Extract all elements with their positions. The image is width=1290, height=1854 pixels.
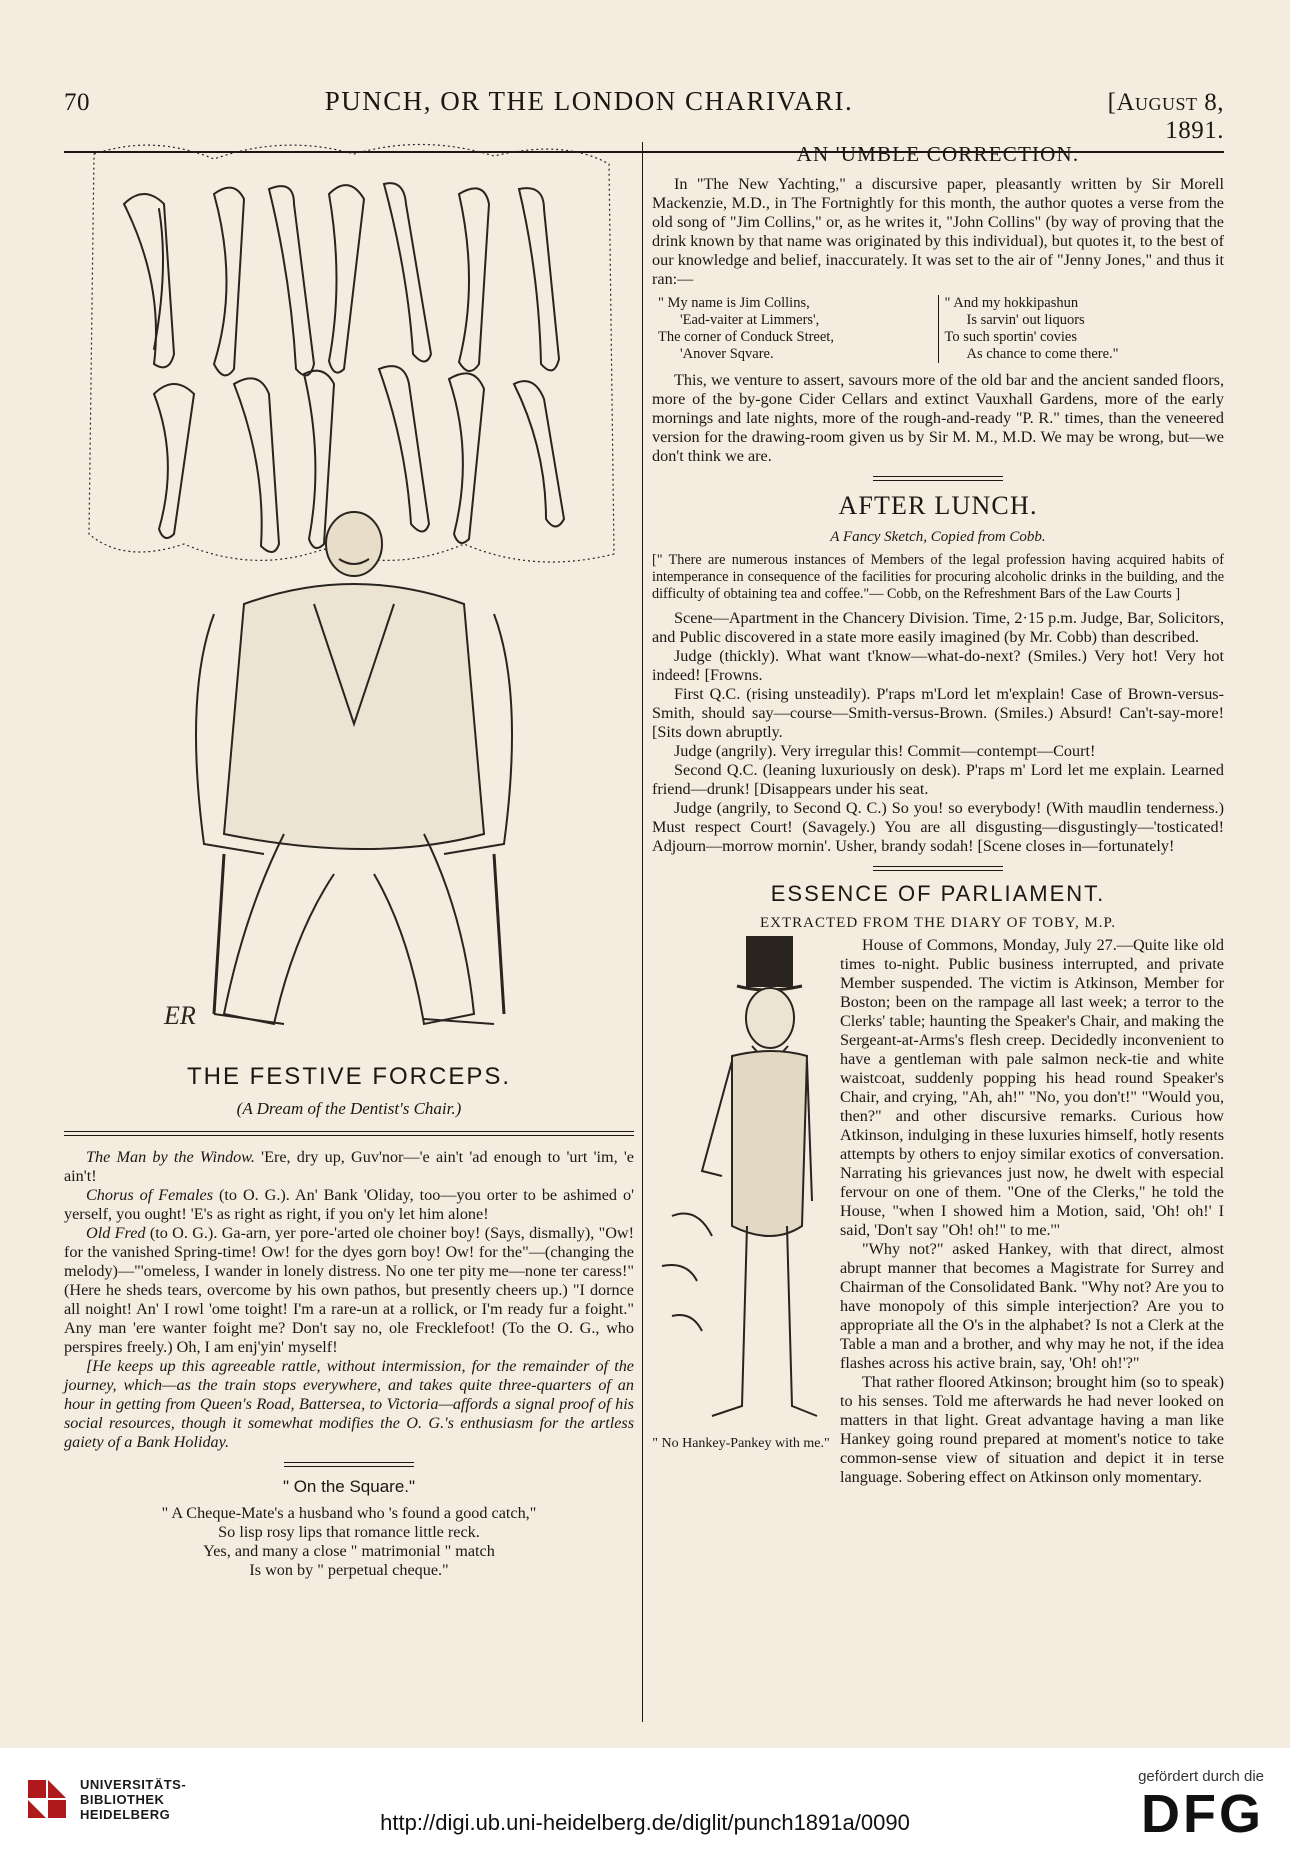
stage-direction: [He keeps up this agreeable rattle, without intermission, for the remainder of the journey, which—as the train stops everywhere, and takes quite three-quarters of an hour in getting from Queen's Road, Battersea, to Victoria—affords a signal proof of his social resources, though it somewhat modifies the O. G.'s enthusiasm for the artless gaiety of a Bank Holiday. [64, 1357, 634, 1451]
page-date: [August 8, 1891. [1107, 89, 1224, 144]
essence-body [652, 936, 1224, 1487]
lunch-line: Judge (angrily, to Second Q. C.) So you! so everybody! (With maudlin tenderness.) Must respect Court! (Savagely.) You are all disgusting—disgustingly—'tosticated! Adjourn—morrow mornin'. Usher, brandy sodah! [Scene closes in—fortunately! [652, 799, 1224, 855]
forceps-dream-drawing [64, 134, 634, 1059]
dialogue-line: Old Fred (to O. G.). Ga-arn, yer pore-'arted ole choiner boy! (Says, dismally), "Ow! for the vanished Spring-time! Ow! for the dyes gorn boy! Ow! for the"—(changing the melody)—"'omeless, I wander in lonely distress. No one ter pity me—none ter caress!" (Here he sheds tears, overcome by his own pathos, but presently cheers up.) "I dornce all noight! An' I rowl 'ome toight! I'm a rare-un at a rollick, or I'm ready fur a foight." Any man 'ere wanter foight me? Don't say no, ole Frecklefoot! (To the O. G., who perspires freely.) Oh, I am enj'yin' myself! [64, 1224, 634, 1356]
verse-line: 'Anover Sqvare. [680, 346, 774, 362]
poem-line: Yes, and many a close " matrimonial " match [203, 1542, 495, 1560]
lunch-line: Second Q.C. (leaning luxuriously on desk). P'raps m' Lord let me explain. Learned friend—drunk! [Disappears under his seat. [652, 761, 1224, 798]
verse-line: Is sarvin' out liquors [966, 312, 1085, 328]
umble-para: In "The New Yachting," a discursive paper, pleasantly written by Sir Morell Mackenzie, M.D., in The Fortnightly for this month, the author quotes a verse from the old song of "Jim Collins," or, as he writes it, "John Collins" (by way of proving that the drink known by that name was originated by this individual), but quotes it, to the best of our knowledge and belief, inaccurately. It was set to the air of "Jenny Jones," and thus it ran:— [652, 175, 1224, 288]
illustration-subcaption: (A Dream of the Dentist's Chair.) [236, 1099, 462, 1118]
library-name: UNIVERSITÄTS- BIBLIOTHEK HEIDELBERG [80, 1776, 187, 1822]
columns [64, 134, 1224, 1734]
verse-line: To such sportin' covies [944, 329, 1077, 345]
collins-verse [652, 295, 1224, 363]
hankey-figure [652, 936, 830, 1476]
section-rule [284, 1462, 414, 1467]
lunch-line: Judge (thickly). What want t'know—what-do-next? (Smiles.) Very hot! Very hot indeed! [Frowns. [652, 647, 1224, 684]
verse-line: " And my hokkipashun [944, 295, 1079, 311]
figure-caption: " No Hankey-Pankey with me." [652, 1436, 830, 1451]
double-rule [64, 1131, 634, 1136]
essence-title: ESSENCE OF PARLIAMENT. [770, 881, 1106, 906]
lunch-line: Judge (angrily). Very irregular this! Commit—contempt—Court! [674, 742, 1096, 760]
essence-subtitle: EXTRACTED FROM THE DIARY OF TOBY, M.P. [760, 915, 1116, 931]
source-url[interactable]: http://digi.ub.uni-heidelberg.de/diglit/punch1891a/0090 [380, 1810, 910, 1835]
section-rule [873, 866, 1003, 871]
dfg-logo: DFG [1141, 1784, 1264, 1844]
left-column [64, 134, 634, 1580]
verse-line: 'Ead-vaiter at Limmers', [680, 312, 820, 328]
essence-para: "Why not?" asked Hankey, with that direct, almost abrupt manner that becomes a Magistrate for Surrey and Chairman of the Consolidated Bank. "Why not? Are you to have monopoly of this simple interjection? Are you to appropriate all the O's in the alphabet? Is not a Clerk at the Table a man and a brother, and why may he not, if the idea flashes across his active brain, say, 'Oh! oh!'?" [840, 1240, 1224, 1372]
artist-signature: ER [164, 1001, 196, 1030]
digitization-footer [0, 1748, 1290, 1854]
verse-line: " My name is Jim Collins, [658, 295, 810, 311]
verse-line: As chance to come there." [966, 346, 1119, 362]
funder-logo [1138, 1768, 1264, 1843]
verse-line: The corner of Conduck Street, [658, 329, 834, 345]
lunch-note: [" There are numerous instances of Members of the legal profession having acquired habits of intemperance in consequence of the facilities for procuring alcoholic drinks in the building, and the difficulty of obtaining tea and coffee."— Cobb, on the Refreshment Bars of the Law Courts ] [652, 552, 1224, 602]
lunch-scene: Scene—Apartment in the Chancery Division. Time, 2·15 p.m. Judge, Bar, Solicitors, and Public discovered in a state more easily imagined (by Mr. Cobb) than described. [652, 609, 1224, 646]
right-column [652, 134, 1224, 1487]
lunch-line: First Q.C. (rising unsteadily). P'raps m'Lord let m'explain! Case of Brown-versus-Smith, should say—course—Smith-versus-Brown. (Smiles.) Absurd! Can't-say-more! [Sits down abruptly. [652, 685, 1224, 741]
poem-line: Is won by " perpetual cheque." [249, 1561, 449, 1579]
essence-para: That rather floored Atkinson; brought him (so to speak) to his senses. Told me afterwards he had never looked on matters in that light. Great advantage having a man like Hankey going round prepared at moment's notice to take common-sense view of situation and depict it in terse language. Sobering effect on Atkinson only momentary. [840, 1373, 1224, 1486]
page-sheet [64, 86, 1224, 1579]
top-hat-gentleman-drawing [652, 936, 830, 1436]
floating-forceps [124, 183, 564, 552]
dialogue-line: The Man by the Window. 'Ere, dry up, Guv'nor—'e ain't 'ad enough to 'urt 'im, 'e ain't! [64, 1148, 634, 1185]
lunch-subtitle: A Fancy Sketch, Copied from Cobb. [830, 529, 1046, 545]
festive-forceps-illustration [64, 134, 634, 1059]
on-the-square-poem [64, 1477, 634, 1580]
poem-title: " On the Square." [282, 1477, 416, 1496]
illustration-caption: THE FESTIVE FORCEPS. [186, 1063, 512, 1090]
poem-line: So lisp rosy lips that romance little reck. [218, 1523, 480, 1541]
dialogue-line: Chorus of Females (to O. G.). An' Bank 'Oliday, too—you orter to be ashimed o' yerself, you ought! 'E's as right as right, if you on'y let him alone! [64, 1186, 635, 1223]
essence-para: House of Commons, Monday, July 27.—Quite like old times to-night. Public business interrupted, and private Member suspended. The victim is Atkinson, Member for Boston; been on the rampage all last week; a terror to the Clerks' table; haunting the Speaker's Chair, and making the Sergeant-at-Arms's flesh creep. Decidedly inconvenient to have a gentleman with pale salmon neck-tie and white waistcoat, suddenly popping his head round Speaker's Chair, and crying, "Ah, ah!" "No, you don't!" "Would you, then?" and other discursive remarks. Curious how Atkinson, indulging in these luxuries himself, hotly resents attempts by others to enjoy similar exotics of conversation. Narrating his grievances just now, he dwelt with especial fervour on one of them. "One of the Clerks," he told the House, "when I showed him a Motion, said, 'Oh! oh!' I said, 'Don't say "Oh! oh!" to me.'" [840, 936, 1224, 1239]
lunch-title: AFTER LUNCH. [838, 491, 1038, 520]
column-rule [642, 142, 643, 1722]
poem-line: " A Cheque-Mate's a husband who 's found a good catch," [161, 1504, 537, 1522]
man-in-dentist-chair [196, 512, 512, 1024]
funded-by-text: gefördert durch die [1138, 1768, 1264, 1785]
umble-title: AN 'UMBLE CORRECTION. [796, 142, 1080, 166]
verse-right [939, 295, 1225, 363]
section-rule [873, 476, 1003, 481]
umble-para: This, we venture to assert, savours more of the old bar and the ancient sanded floors, more of the by-gone Cider Cellars and extinct Vauxhall Gardens, more of the early mornings and late nights, more of the rough-and-ready "P. R." times, than the veneered version for the drawing-room given us by Sir M. M., M.D. We may be wrong, but—we don't think we are. [652, 371, 1224, 465]
page-title: PUNCH, OR THE LONDON CHARIVARI. [324, 86, 854, 116]
page-number: 70 [64, 89, 90, 116]
verse-left [652, 295, 939, 363]
